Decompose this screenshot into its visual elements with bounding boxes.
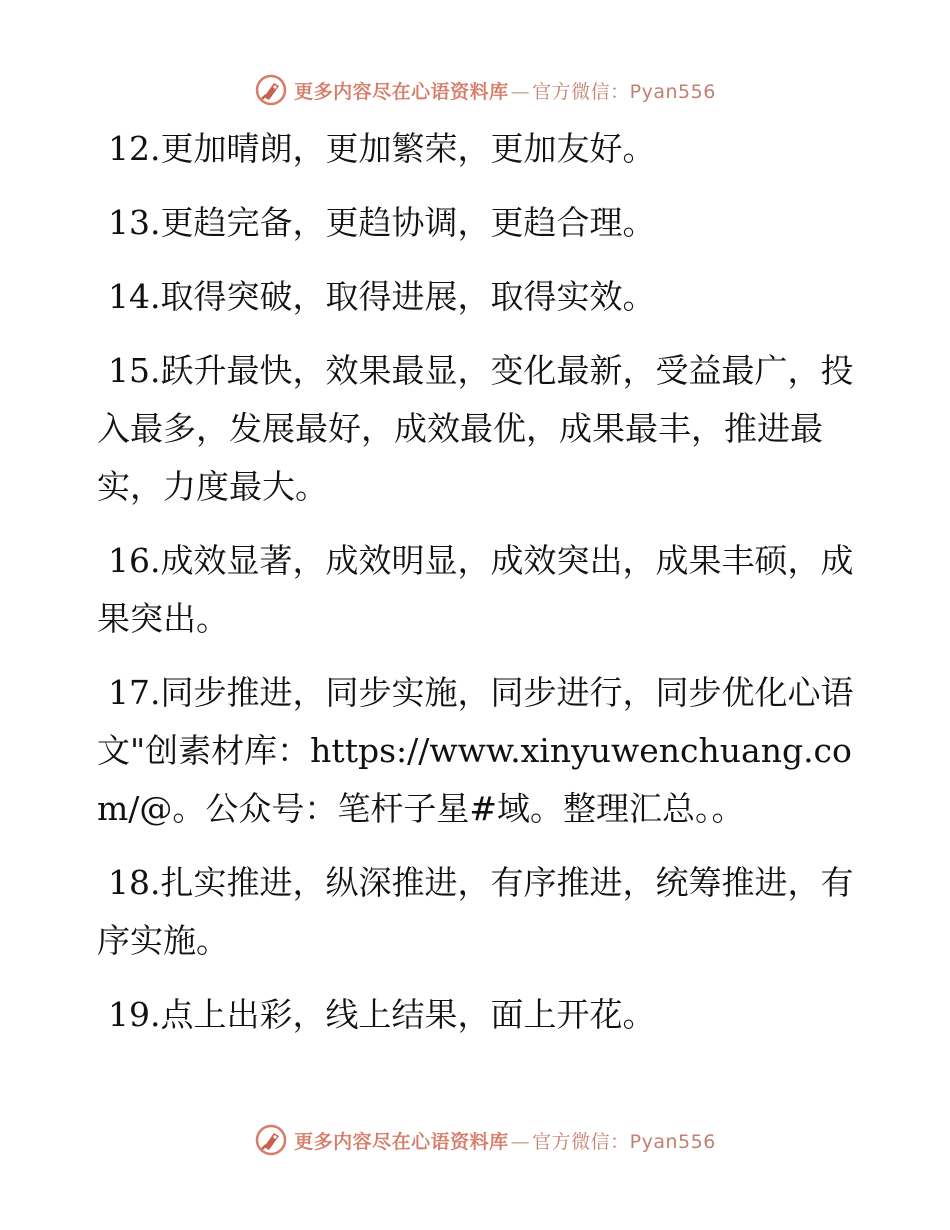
watermark-text (294, 77, 716, 104)
watermark-main: 更多内容尽在心语资料库 (294, 80, 509, 103)
watermark-group (254, 73, 716, 107)
paragraph-18: 18.扎实推进，纵深推进，有序推进，统筹推进，有序实施。 (97, 863, 854, 960)
document-body (97, 120, 857, 1060)
paragraph-16: 16.成效显著，成效明显，成效突出，成果丰硕，成果突出。 (97, 541, 854, 638)
watermark-sub: 官方微信：Pyan556 (532, 80, 716, 103)
paragraph-12: 12.更加晴朗，更加繁荣，更加友好。 (108, 129, 656, 168)
paragraph-19: 19.点上出彩，线上结果，面上开花。 (108, 995, 656, 1034)
watermark-group (254, 1123, 716, 1157)
pen-nib-logo-icon (254, 1123, 288, 1157)
paragraph-15: 15.跃升最快，效果最显，变化最新，受益最广，投入最多，发展最好，成效最优，成果最丰，推进最实，力度最大。 (97, 351, 854, 506)
watermark-main: 更多内容尽在心语资料库 (294, 1130, 509, 1153)
paragraph-17: 17.同步推进，同步实施，同步进行，同步优化心语文"创素材库：https://www.xinyuwenchuang.com/@。公众号：笔杆子星#域。整理汇总。。 (97, 673, 854, 828)
watermark-banner-bottom (0, 1120, 950, 1160)
paragraph-13: 13.更趋完备，更趋协调，更趋合理。 (108, 203, 656, 242)
pen-nib-logo-icon (254, 73, 288, 107)
watermark-sub: 官方微信：Pyan556 (532, 1130, 716, 1153)
paragraph-14: 14.取得突破，取得进展，取得实效。 (108, 277, 656, 316)
watermark-text (294, 1127, 716, 1154)
watermark-dash: — (510, 1130, 531, 1153)
watermark-banner-top (0, 70, 950, 110)
watermark-dash: — (510, 80, 531, 103)
